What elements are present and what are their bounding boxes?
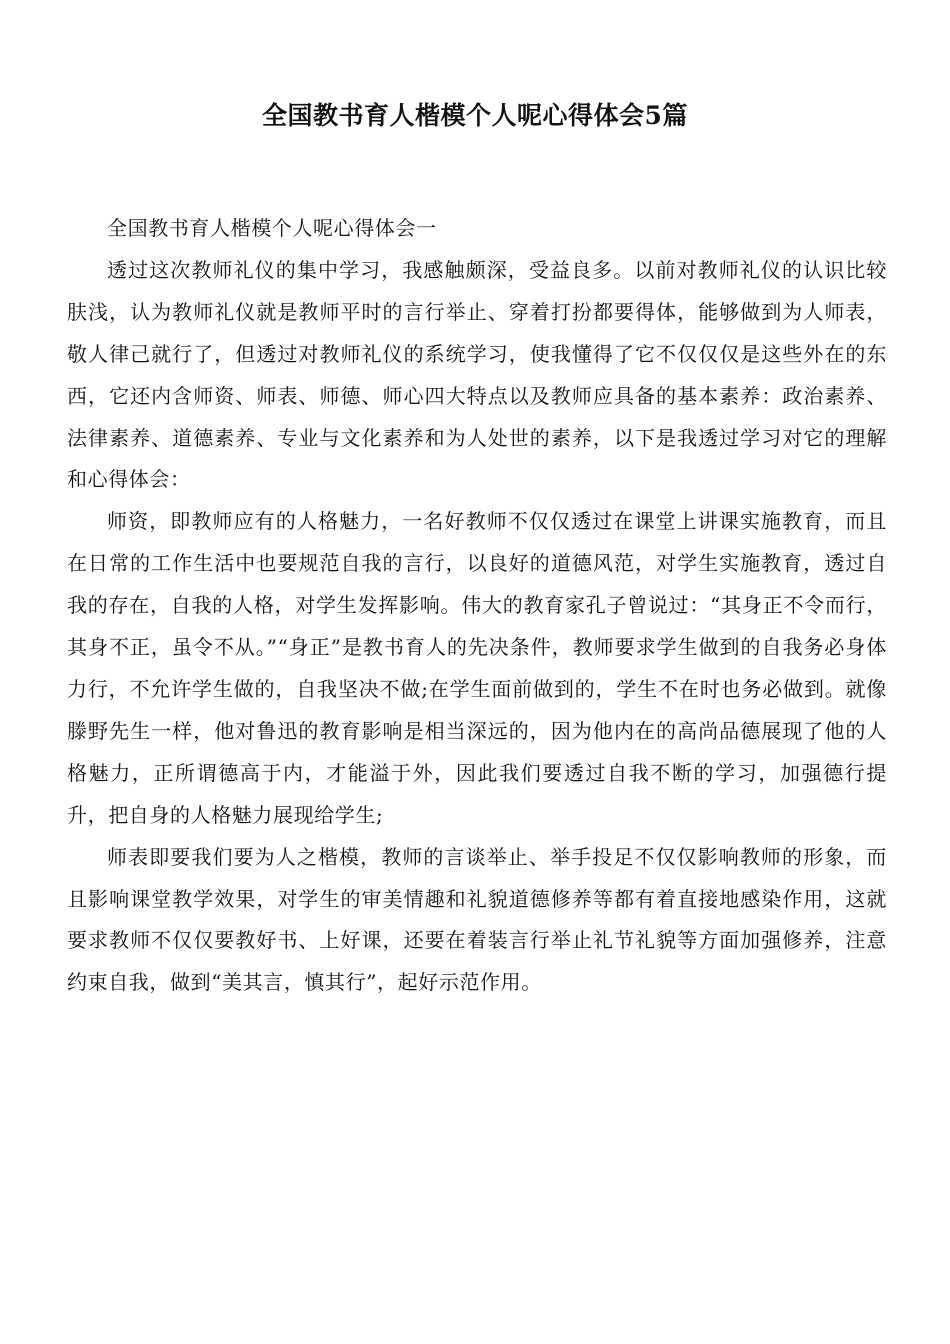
document-body: [67, 208, 887, 1004]
section-heading: 全国教书育人楷模个人呢心得体会一: [107, 216, 437, 240]
paragraph-intro: 透过这次教师礼仪的集中学习，我感触颇深，受益良多。以前对教师礼仪的认识比较肤浅，认为教师礼仪就是教师平时的言行举止、穿着打扮都要得体，能够做到为人师表，敬人律己就行了，但透过对教师礼仪的系统学习，使我懂得了它不仅仅仅是这些外在的东西，它还内含师资、师表、师德、师心四大特点以及教师应具备的基本素养：政治素养、法律素养、道德素养、专业与文化素养和为人处世的素养，以下是我透过学习对它的理解和心得体会：: [67, 257, 887, 492]
document-title: 全国教书育人楷模个人呢心得体会5篇: [262, 101, 688, 130]
paragraph-shibiao: 师表即要我们要为人之楷模，教师的言谈举止、举手投足不仅仅影响教师的形象，而且影响课堂教学效果，对学生的审美情趣和礼貌道德修养等都有着直接地感染作用，这就要求教师不仅仅要教好书、上好课，还要在着装言行举止礼节礼貌等方面加强修养，注意约束自我，做到“美其言，慎其行”，起好示范作用。: [67, 844, 887, 995]
paragraph-shizi: 师资，即教师应有的人格魅力，一名好教师不仅仅透过在课堂上讲课实施教育，而且在日常的工作生活中也要规范自我的言行，以良好的道德风范，对学生实施教育，透过自我的存在，自我的人格，对学生发挥影响。伟大的教育家孔子曾说过：“其身正不令而行，其身不正，虽令不从。”“身正”是教书育人的先决条件，教师要求学生做到的自我务必身体力行，不允许学生做的，自我坚决不做;在学生面前做到的，学生不在时也务必做到。就像滕野先生一样，他对鲁迅的教育影响是相当深远的，因为他内在的高尚品德展现了他的人格魅力，正所谓德高于内，才能溢于外，因此我们要透过自我不断的学习，加强德行提升，把自身的人格魅力展现给学生;: [67, 509, 887, 827]
